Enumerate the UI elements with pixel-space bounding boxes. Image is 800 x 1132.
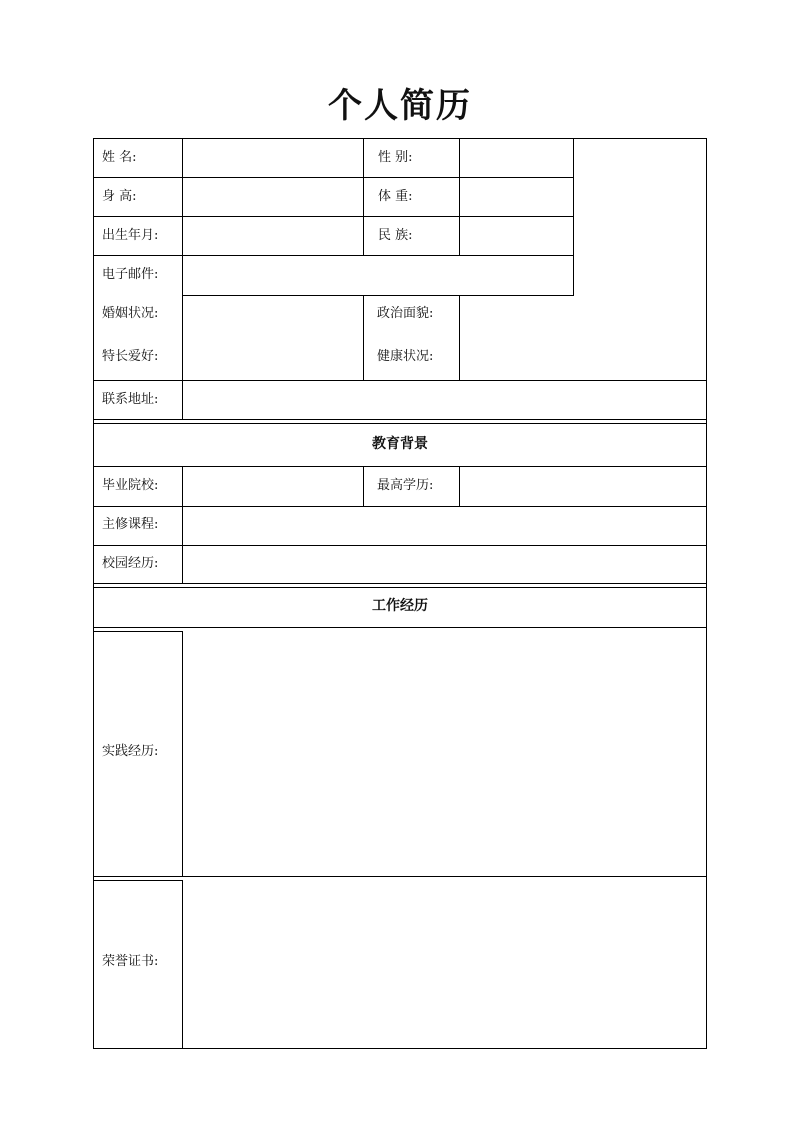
gender-label: 性 别: <box>378 150 413 165</box>
health-label: 健康状况: <box>377 349 434 364</box>
political-label: 政治面貌: <box>377 306 434 321</box>
education-heading: 教育背景 <box>372 436 428 452</box>
birth-label: 出生年月: <box>102 228 159 243</box>
table-border-left <box>93 138 94 1049</box>
ethnicity-field[interactable] <box>460 217 573 255</box>
section-divider <box>93 423 707 424</box>
row-divider <box>93 627 707 628</box>
courses-field[interactable] <box>183 507 706 545</box>
address-label: 联系地址: <box>102 392 159 407</box>
row-divider <box>93 583 707 584</box>
birth-field[interactable] <box>183 217 363 255</box>
row-divider <box>93 876 707 877</box>
email-field[interactable] <box>183 256 573 295</box>
weight-label: 体 重: <box>378 189 413 204</box>
practice-field[interactable] <box>183 632 706 876</box>
name-field[interactable] <box>183 139 363 177</box>
work-heading: 工作经历 <box>372 598 428 614</box>
col-divider <box>363 138 364 255</box>
page-title: 个人简历 <box>328 86 472 126</box>
honors-label: 荣誉证书: <box>102 954 159 969</box>
marital-label: 婚姻状况: <box>102 306 159 321</box>
address-field[interactable] <box>183 381 706 419</box>
ethnicity-label: 民 族: <box>378 228 413 243</box>
political-field[interactable] <box>460 296 706 338</box>
row-divider <box>93 631 183 632</box>
photo-area[interactable] <box>574 139 706 296</box>
campus-field[interactable] <box>183 546 706 583</box>
degree-label: 最高学历: <box>377 478 434 493</box>
school-label: 毕业院校: <box>102 478 159 493</box>
marital-field[interactable] <box>183 296 363 338</box>
degree-field[interactable] <box>460 467 706 506</box>
practice-label: 实践经历: <box>102 744 159 759</box>
honors-field[interactable] <box>183 881 706 1048</box>
gender-field[interactable] <box>460 139 573 177</box>
height-field[interactable] <box>183 178 363 216</box>
hobby-label: 特长爱好: <box>102 349 159 364</box>
hobby-field[interactable] <box>183 338 363 380</box>
health-field[interactable] <box>460 338 706 380</box>
row-divider <box>93 880 183 881</box>
table-border-bottom <box>93 1048 707 1049</box>
height-label: 身 高: <box>102 189 137 204</box>
name-label: 姓 名: <box>102 150 137 165</box>
courses-label: 主修课程: <box>102 517 159 532</box>
school-field[interactable] <box>183 467 363 506</box>
row-divider <box>93 419 707 420</box>
email-label: 电子邮件: <box>102 267 159 282</box>
table-border-right <box>706 138 707 1049</box>
campus-label: 校园经历: <box>102 556 159 571</box>
col-divider <box>363 466 364 506</box>
col-divider <box>363 295 364 380</box>
weight-field[interactable] <box>460 178 573 216</box>
section-divider <box>93 587 707 588</box>
